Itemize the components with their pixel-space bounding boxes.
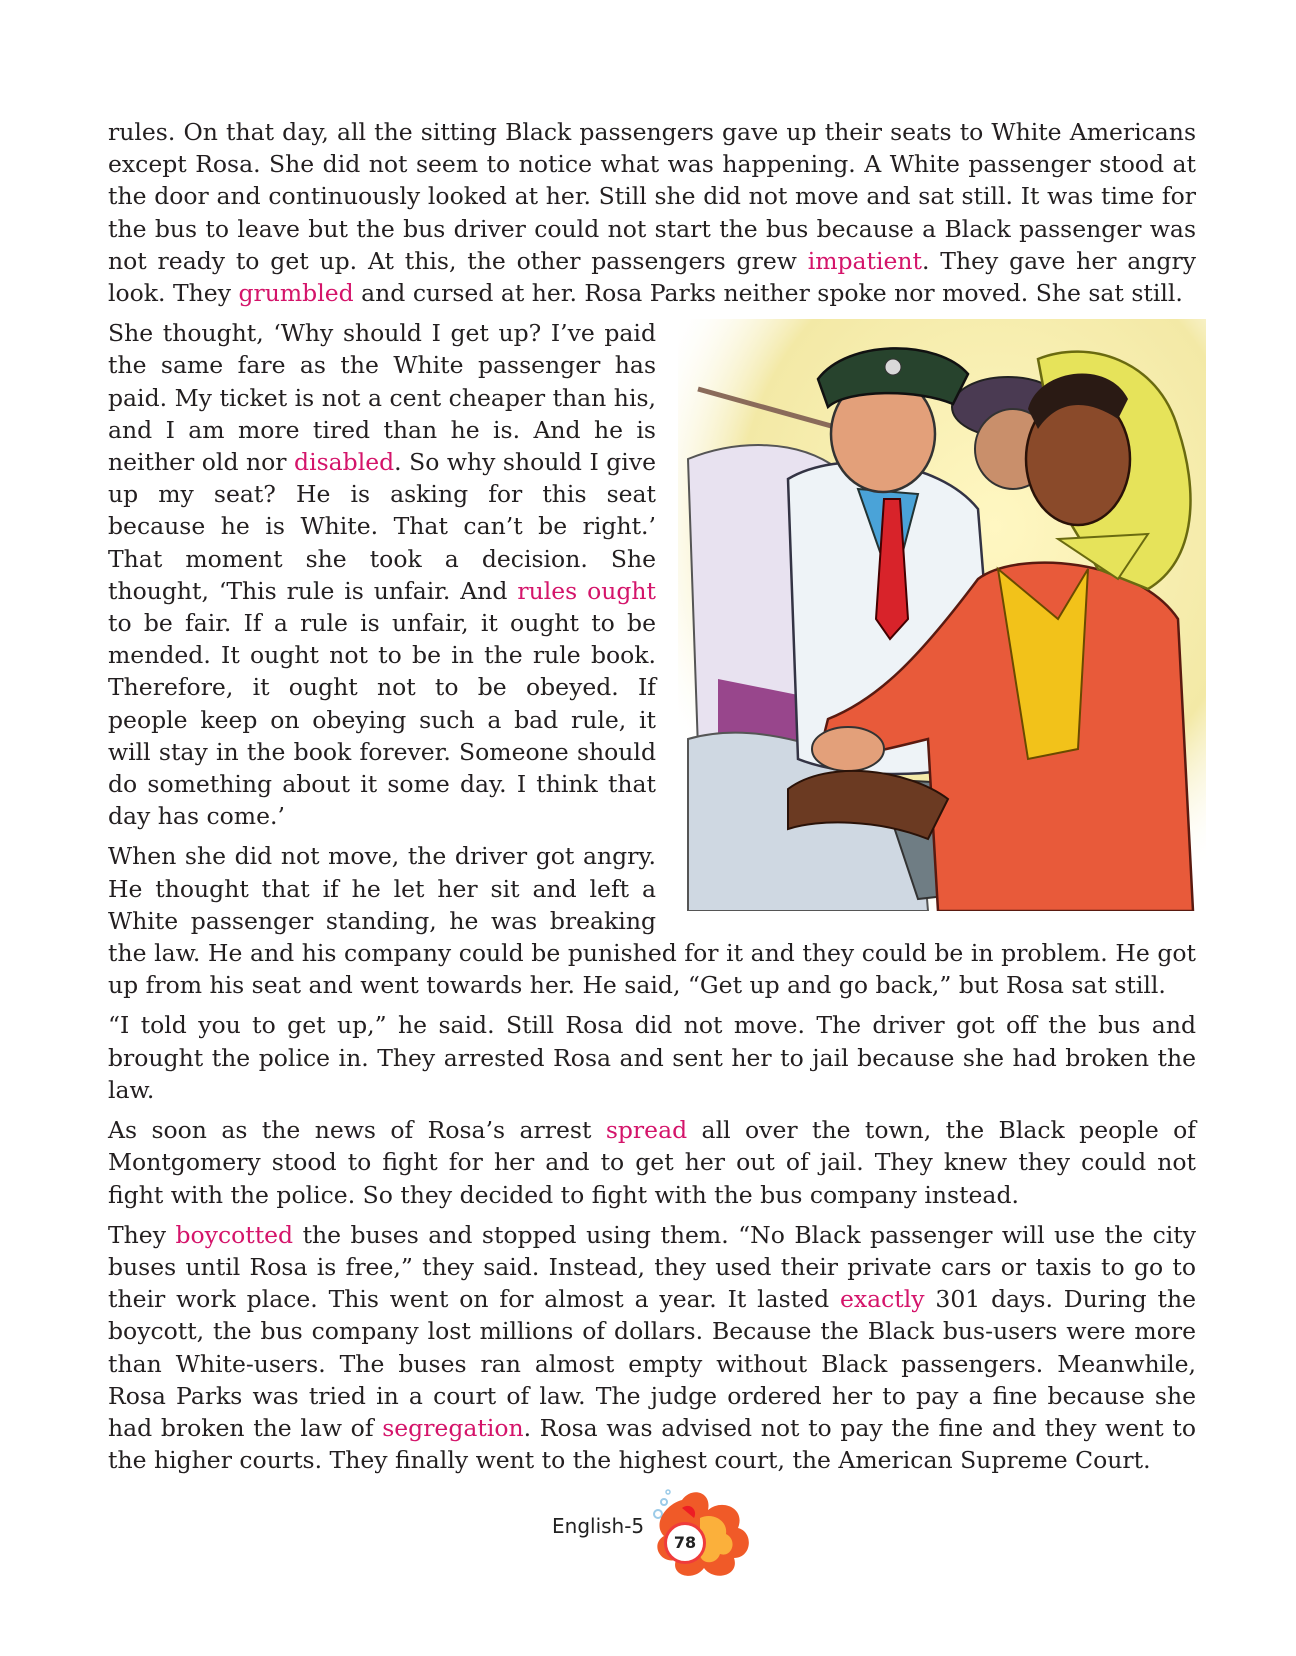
text-run: As soon as the news of Rosa’s arrest [108, 1116, 606, 1145]
highlighted-word-segregation: segregation [382, 1413, 524, 1442]
text-run: rules. On that day, all the sitting Black passengers gave up their seats to White Americans except Rosa. She did not seem to notice what was happening. A White passenger stood at the door and continuously looked at her. Still she did not move and sat still. It was time for the bus to leave but the bus driver could not start the bus because a Black passenger was not ready to get up. At this, the other passengers grew [108, 118, 1196, 275]
paragraph-1 [108, 116, 1196, 309]
paragraph-5 [108, 1114, 1196, 1211]
illustration-driver-and-rosa [678, 319, 1206, 911]
highlighted-word-grumbled: grumbled [238, 279, 354, 308]
book-series-label: English-5 [552, 1514, 645, 1538]
text-run: . Rosa was advised not to pay the fine and they went to the higher courts. They finally went to the highest court, the American Supreme Court. [108, 1413, 1196, 1475]
page-footer [540, 1488, 760, 1580]
text-run: She thought, ‘Why should I get up? I’ve paid the same fare as the White passenger has paid. My ticket is not a cent cheaper than his, and I am more tired than he is. And he is neither old nor [108, 319, 656, 477]
highlighted-word-impatient: impatient [807, 246, 922, 275]
paragraph-4 [108, 1009, 1196, 1106]
text-run: They [108, 1220, 176, 1249]
text-run: When she did not move, the driver got angry. He thought that if he let her sit and left a White passenger standing, he was breaking the law. He and his company could be punished for it and they could be in problem. He got up from his seat and went towards her. He said, “Get up and go back,” but Rosa sat still. [108, 842, 1196, 1000]
text-run: 301 days. During the boycott, the bus company lost millions of dollars. Because the Black bus-users were more than White-users. The buses ran almost empty without Black passengers. Meanwhile, Rosa Parks was tried in a court of law. The judge ordered her to pay a fine because she had broken the law of [108, 1285, 1196, 1442]
text-run: all over the town, the Black people of Montgomery stood to fight for her and to get her out of jail. They knew they could not fight with the police. So they decided to fight with the bus company instead. [108, 1116, 1196, 1209]
page-content [108, 116, 1196, 1484]
highlighted-word-boycotted: boycotted [175, 1220, 294, 1249]
highlighted-word-spread: spread [605, 1116, 688, 1145]
paragraph-6 [108, 1219, 1196, 1477]
highlighted-words-rules-ought: rules ought [517, 576, 656, 605]
text-run: “I told you to get up,” he said. Still Rosa did not move. The driver got off the bus and brought the police in. They arrested Rosa and sent her to jail because she had broken the law. [108, 1011, 1196, 1104]
illustration-svg [678, 319, 1206, 911]
text-run: and cursed at her. Rosa Parks neither spoke nor moved. She sat still. [353, 279, 1183, 308]
text-run: . They gave her angry look. They [108, 246, 1196, 308]
highlighted-word-disabled: disabled [294, 448, 395, 477]
text-run: the buses and stopped using them. “No Black passenger will use the city buses until Rosa is free,” they said. Instead, they used their private cars or taxis to go to their work place. This went on for almost a year. It lasted [108, 1220, 1197, 1314]
page-number: 78 [664, 1522, 706, 1564]
text-run: . So why should I give up my seat? He is asking for this seat because he is White. That can’t be right.’ That moment she took a decision. She thought, ‘This rule is unfair. And [108, 448, 657, 605]
text-run: to be fair. If a rule is unfair, it ought to be mended. It ought not to be in the rule book. Therefore, it ought not to be obeyed. If people keep on obeying such a bad rule, it will stay in the book forever. Someone should do something about it some day. I think that day has come.’ [108, 609, 656, 831]
highlighted-word-exactly: exactly [839, 1285, 925, 1314]
